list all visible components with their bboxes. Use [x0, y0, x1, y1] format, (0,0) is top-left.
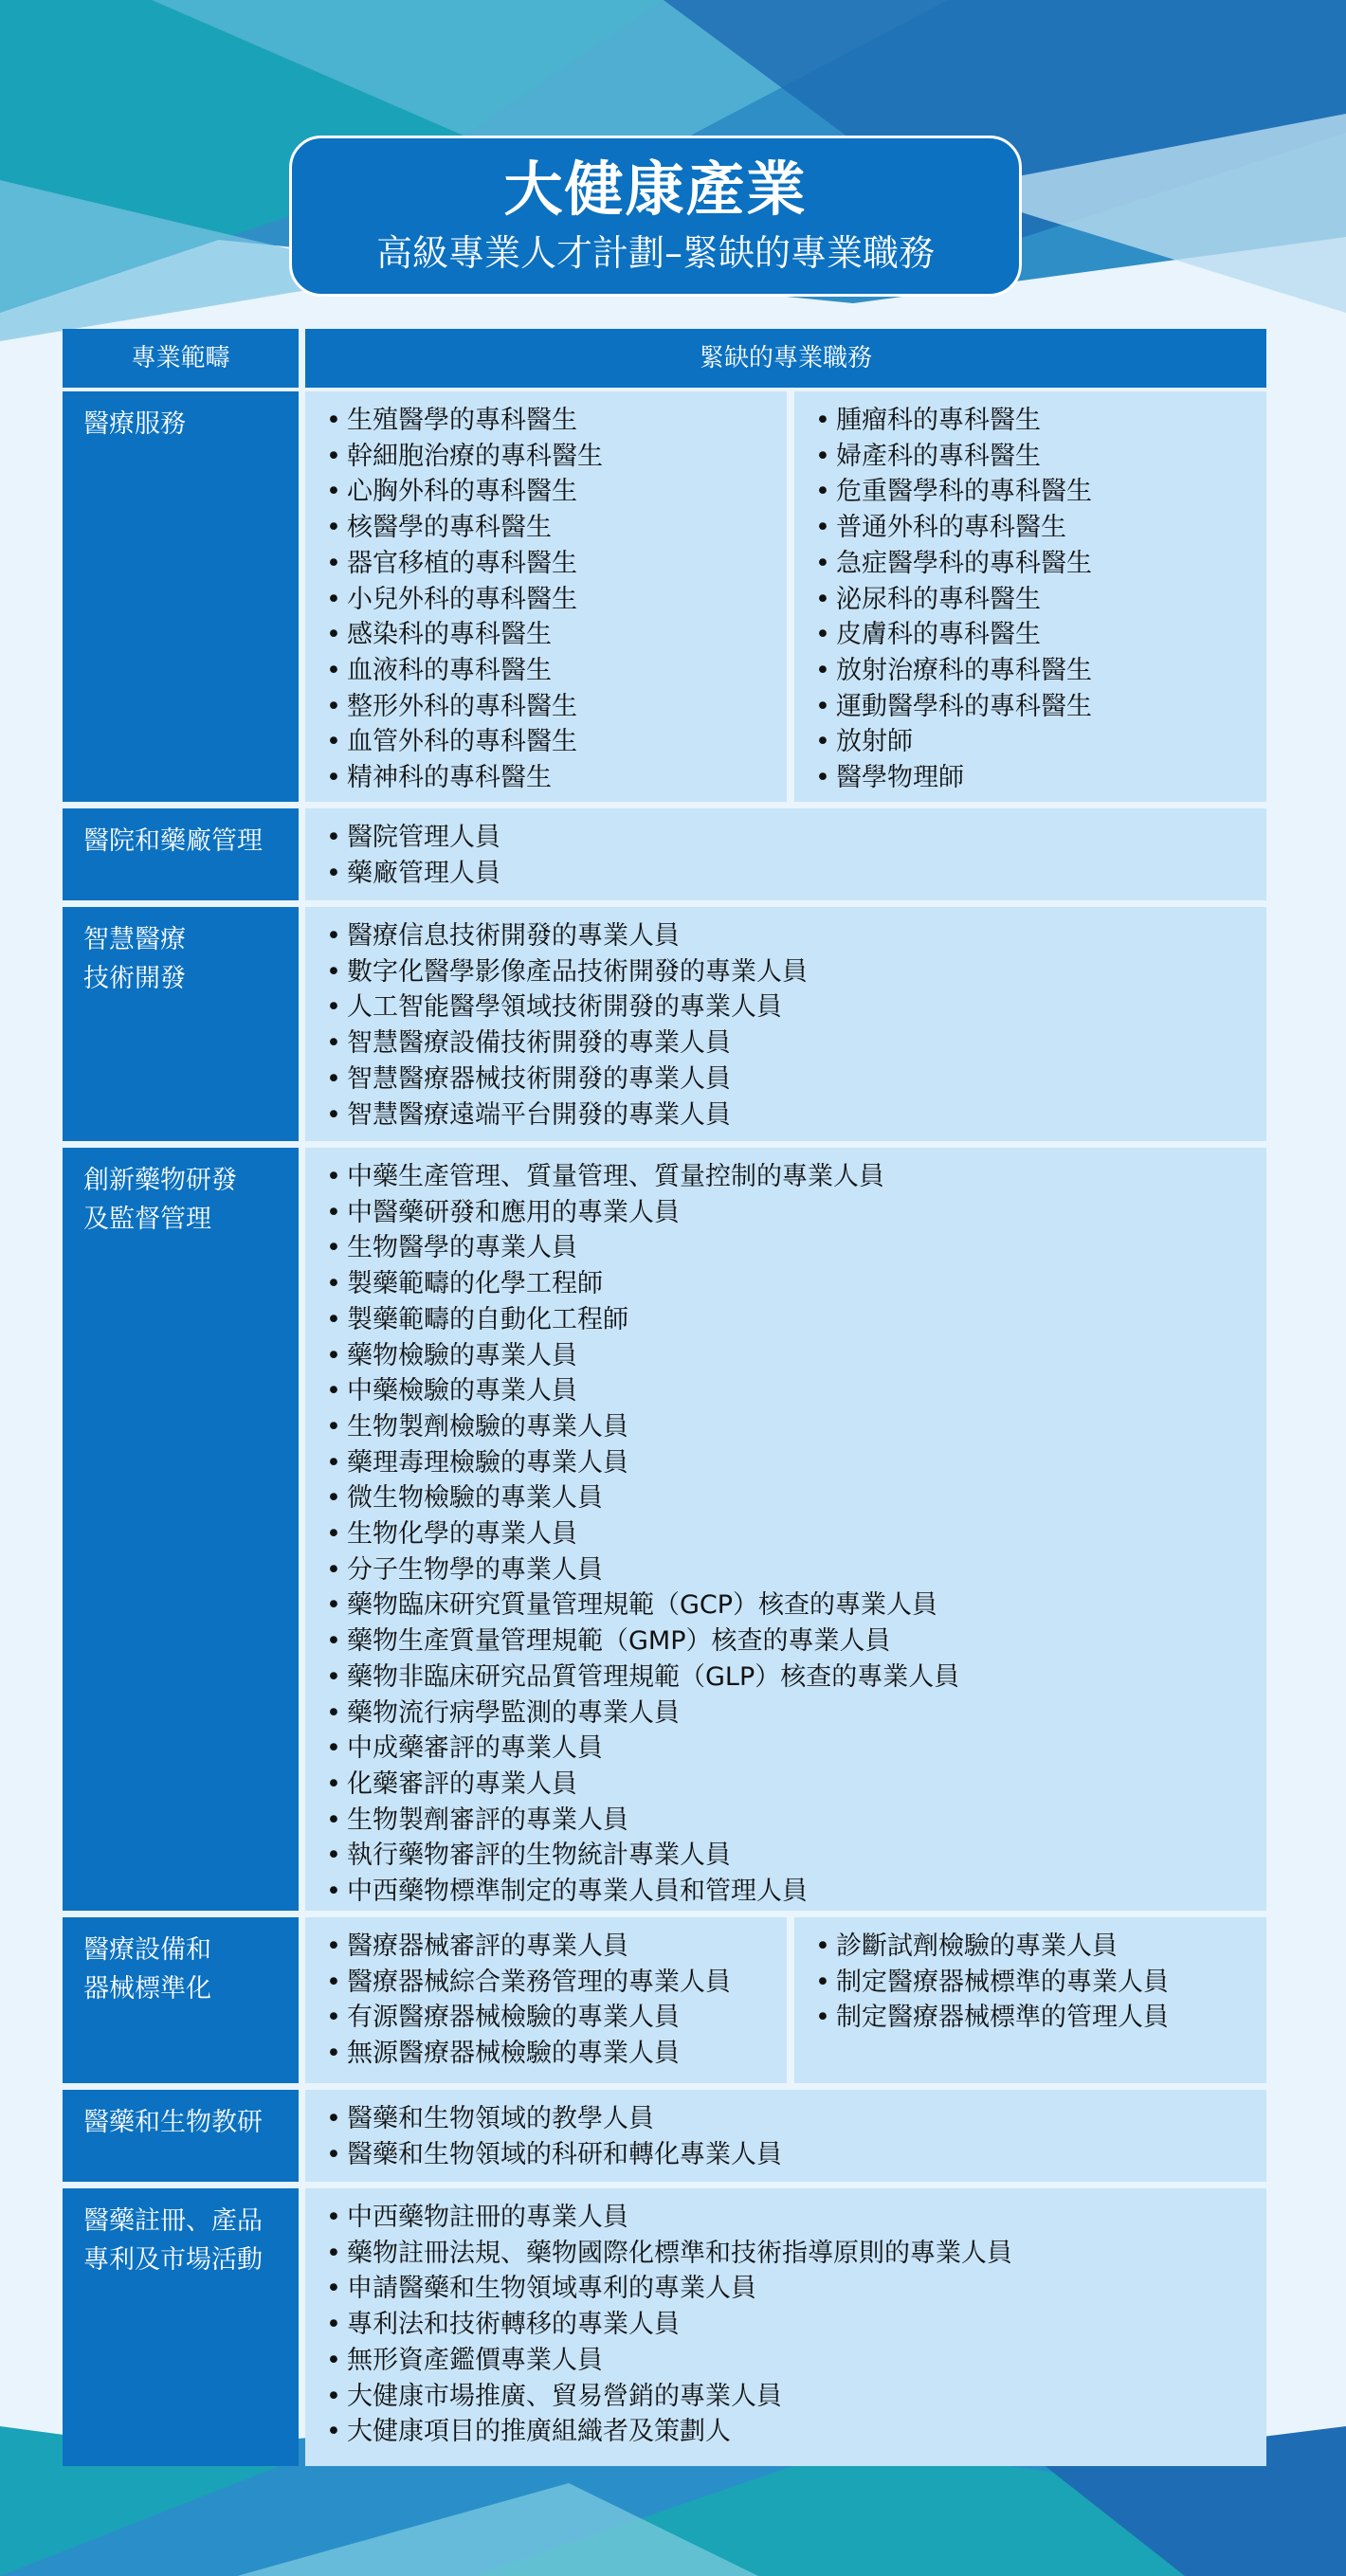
list-item: • 中西藥物註冊的專業人員 [326, 2200, 1266, 2236]
list-item: • 中西藥物標準制定的專業人員和管理人員 [326, 1874, 1266, 1910]
row-content [305, 907, 1266, 1141]
list-item: • 藥理毒理檢驗的專業人員 [326, 1445, 1266, 1481]
row-smart-healthcare [63, 907, 1266, 1141]
column-right [794, 1917, 1266, 2083]
row-content [305, 391, 1266, 802]
row-label: 醫院和藥廠管理 [63, 808, 299, 900]
row-content [305, 808, 1266, 900]
list-item: • 藥物流行病學監測的專業人員 [326, 1696, 1266, 1732]
row-label-line: 智慧醫療 [83, 925, 186, 954]
list-item: • 醫療器械綜合業務管理的專業人員 [326, 1965, 787, 2001]
header-category: 專業範疇 [63, 329, 299, 388]
row-label [63, 907, 299, 1141]
list-item: • 中藥生產管理、質量管理、質量控制的專業人員 [326, 1159, 1266, 1195]
row-registration-patents [63, 2188, 1266, 2466]
list-item: • 普通外科的專科醫生 [815, 510, 1266, 546]
list-item: • 醫藥和生物領域的教學人員 [326, 2101, 1266, 2137]
list-item: • 分子生物學的專業人員 [326, 1552, 1266, 1588]
row-label [63, 1917, 299, 2083]
list-item: • 制定醫療器械標準的專業人員 [815, 1965, 1266, 2001]
row-content [305, 1148, 1266, 1911]
page-subtitle: 高級專業人才計劃–緊缺的專業職務 [375, 232, 935, 274]
list-item: • 人工智能醫學領域技術開發的專業人員 [326, 989, 1266, 1025]
list-item: • 智慧醫療遠端平台開發的專業人員 [326, 1098, 1266, 1134]
list-item: • 放射治療科的專科醫生 [815, 653, 1266, 689]
list-item: • 診斷試劑檢驗的專業人員 [815, 1929, 1266, 1965]
list-item: • 皮膚科的專科醫生 [815, 617, 1266, 653]
list-item: • 器官移植的專科醫生 [326, 546, 787, 582]
row-label [63, 1148, 299, 1911]
list-item: • 微生物檢驗的專業人員 [326, 1480, 1266, 1516]
list-item: • 藥物註冊法規、藥物國際化標準和技術指導原則的專業人員 [326, 2236, 1266, 2272]
list-item: • 專利法和技術轉移的專業人員 [326, 2307, 1266, 2343]
column-right [794, 391, 1266, 802]
list-item: • 醫療信息技術開發的專業人員 [326, 918, 1266, 954]
title-banner [289, 136, 1022, 297]
row-label-line: 醫藥註冊、產品 [83, 2206, 263, 2236]
column-left [305, 1917, 787, 2083]
row-content [305, 2090, 1266, 2182]
list-item: • 大健康市場推廣、貿易營銷的專業人員 [326, 2379, 1266, 2415]
list-item: • 小兒外科的專科醫生 [326, 582, 787, 618]
header-roles: 緊缺的專業職務 [305, 329, 1266, 388]
list-item: • 中醫藥研發和應用的專業人員 [326, 1195, 1266, 1231]
list-item: • 血管外科的專科醫生 [326, 724, 787, 760]
list-item: • 中成藥審評的專業人員 [326, 1731, 1266, 1767]
list-item: • 醫學物理師 [815, 760, 1266, 796]
list-item: • 運動醫學科的專科醫生 [815, 689, 1266, 725]
list-item: • 藥物檢驗的專業人員 [326, 1338, 1266, 1374]
list-item: • 感染科的專科醫生 [326, 617, 787, 653]
list-item: • 婦產科的專科醫生 [815, 439, 1266, 475]
list-item: • 泌尿科的專科醫生 [815, 582, 1266, 618]
list-item: • 大健康項目的推廣組織者及策劃人 [326, 2414, 1266, 2450]
column-divider [787, 1917, 794, 2083]
list-item: • 無源醫療器械檢驗的專業人員 [326, 2036, 787, 2072]
list-item: • 醫院管理人員 [326, 820, 1266, 856]
list-item: • 血液科的專科醫生 [326, 653, 787, 689]
row-medical-services [63, 391, 1266, 802]
list-item: • 中藥檢驗的專業人員 [326, 1373, 1266, 1409]
list-item: • 幹細胞治療的專科醫生 [326, 439, 787, 475]
row-content [305, 1917, 1266, 2083]
row-label: 醫療服務 [63, 391, 299, 802]
list-item: • 數字化醫學影像產品技術開發的專業人員 [326, 954, 1266, 990]
list-item: • 藥物生產質量管理規範（GMP）核查的專業人員 [326, 1624, 1266, 1660]
list-item: • 執行藥物審評的生物統計專業人員 [326, 1838, 1266, 1874]
list-item: • 藥物非臨床研究品質管理規範（GLP）核查的專業人員 [326, 1660, 1266, 1696]
row-label: 醫藥和生物教研 [63, 2090, 299, 2182]
row-label-line: 醫療設備和 [83, 1935, 211, 1965]
row-label-line: 專利及市場活動 [83, 2245, 263, 2275]
list-item: • 製藥範疇的自動化工程師 [326, 1302, 1266, 1338]
list-item: • 藥物臨床研究質量管理規範（GCP）核查的專業人員 [326, 1587, 1266, 1624]
list-item: • 生物製劑審評的專業人員 [326, 1803, 1266, 1839]
list-item: • 整形外科的專科醫生 [326, 689, 787, 725]
column-left [305, 391, 787, 802]
list-item: • 核醫學的專科醫生 [326, 510, 787, 546]
row-label-line: 及監督管理 [83, 1205, 211, 1234]
list-item: • 放射師 [815, 724, 1266, 760]
list-item: • 化藥審評的專業人員 [326, 1767, 1266, 1803]
row-label-line: 器械標準化 [83, 1974, 211, 2004]
row-content [305, 2188, 1266, 2466]
row-label-line: 技術開發 [83, 964, 186, 993]
list-item: • 醫藥和生物領域的科研和轉化專業人員 [326, 2137, 1266, 2173]
table-header [63, 329, 1266, 388]
row-education-research [63, 2090, 1266, 2182]
list-item: • 危重醫學科的專科醫生 [815, 474, 1266, 510]
list-item: • 藥廠管理人員 [326, 856, 1266, 892]
list-item: • 心胸外科的專科醫生 [326, 474, 787, 510]
row-drug-development [63, 1148, 1266, 1911]
list-item: • 生殖醫學的專科醫生 [326, 403, 787, 439]
row-hospital-management [63, 808, 1266, 900]
list-item: • 生物製劑檢驗的專業人員 [326, 1409, 1266, 1445]
row-medical-devices [63, 1917, 1266, 2083]
row-label-line: 創新藥物研發 [83, 1166, 237, 1195]
list-item: • 生物醫學的專業人員 [326, 1230, 1266, 1266]
list-item: • 腫瘤科的專科醫生 [815, 403, 1266, 439]
column-divider [787, 391, 794, 802]
page-title: 大健康產業 [503, 154, 808, 224]
list-item: • 生物化學的專業人員 [326, 1516, 1266, 1552]
list-item: • 智慧醫療設備技術開發的專業人員 [326, 1025, 1266, 1061]
list-item: • 制定醫療器械標準的管理人員 [815, 2000, 1266, 2036]
list-item: • 急症醫學科的專科醫生 [815, 546, 1266, 582]
list-item: • 製藥範疇的化學工程師 [326, 1266, 1266, 1302]
list-item: • 申請醫藥和生物領域專利的專業人員 [326, 2271, 1266, 2307]
list-item: • 有源醫療器械檢驗的專業人員 [326, 2000, 787, 2036]
list-item: • 智慧醫療器械技術開發的專業人員 [326, 1061, 1266, 1098]
list-item: • 無形資產鑑價專業人員 [326, 2343, 1266, 2379]
list-item: • 醫療器械審評的專業人員 [326, 1929, 787, 1965]
list-item: • 精神科的專科醫生 [326, 760, 787, 796]
row-label [63, 2188, 299, 2466]
